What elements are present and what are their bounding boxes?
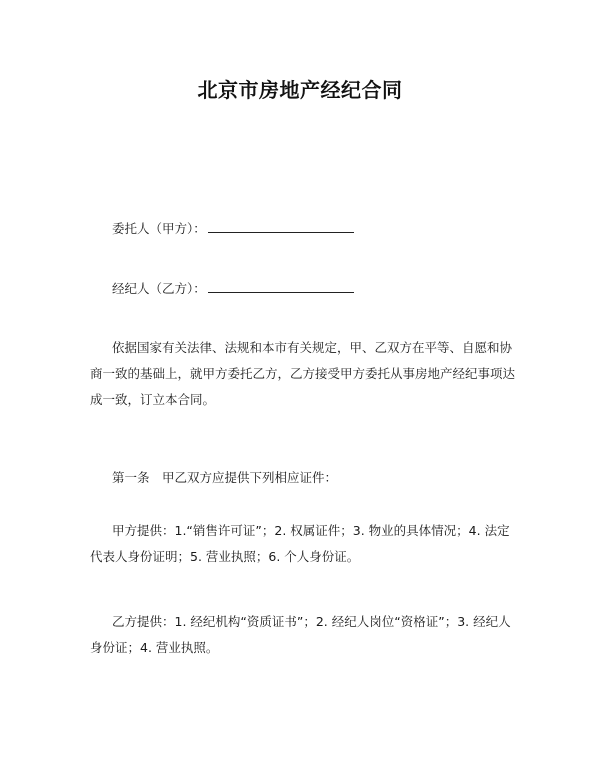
article-1-heading: 第一条 甲乙双方应提供下列相应证件： [112,470,338,485]
agent-label: 经纪人（乙方）： [112,281,206,296]
party-a-documents-paragraph: 甲方提供：1.“销售许可证”；2. 权属证件；3. 物业的具体情况；4. 法定代表人身份证明；5. 营业执照；6. 个人身份证。 [90,523,510,564]
page-title: 北京市房地产经纪合同 [197,78,403,102]
agent-signature-line [208,279,354,293]
principal-signature-line [208,219,354,233]
preamble-paragraph: 依据国家有关法律、法规和本市有关规定，甲、乙双方在平等、自愿和协商一致的基础上，就甲方委托乙方，乙方接受甲方委托从事房地产经纪事项达成一致，订立本合同。 [90,340,516,407]
party-b-documents-paragraph: 乙方提供：1. 经纪机构“资质证书”；2. 经纪人岗位“资格证”；3. 经纪人身份证；4. 营业执照。 [90,614,511,655]
principal-field [112,219,354,238]
agent-field [112,279,354,298]
principal-label: 委托人（甲方）： [112,221,206,236]
